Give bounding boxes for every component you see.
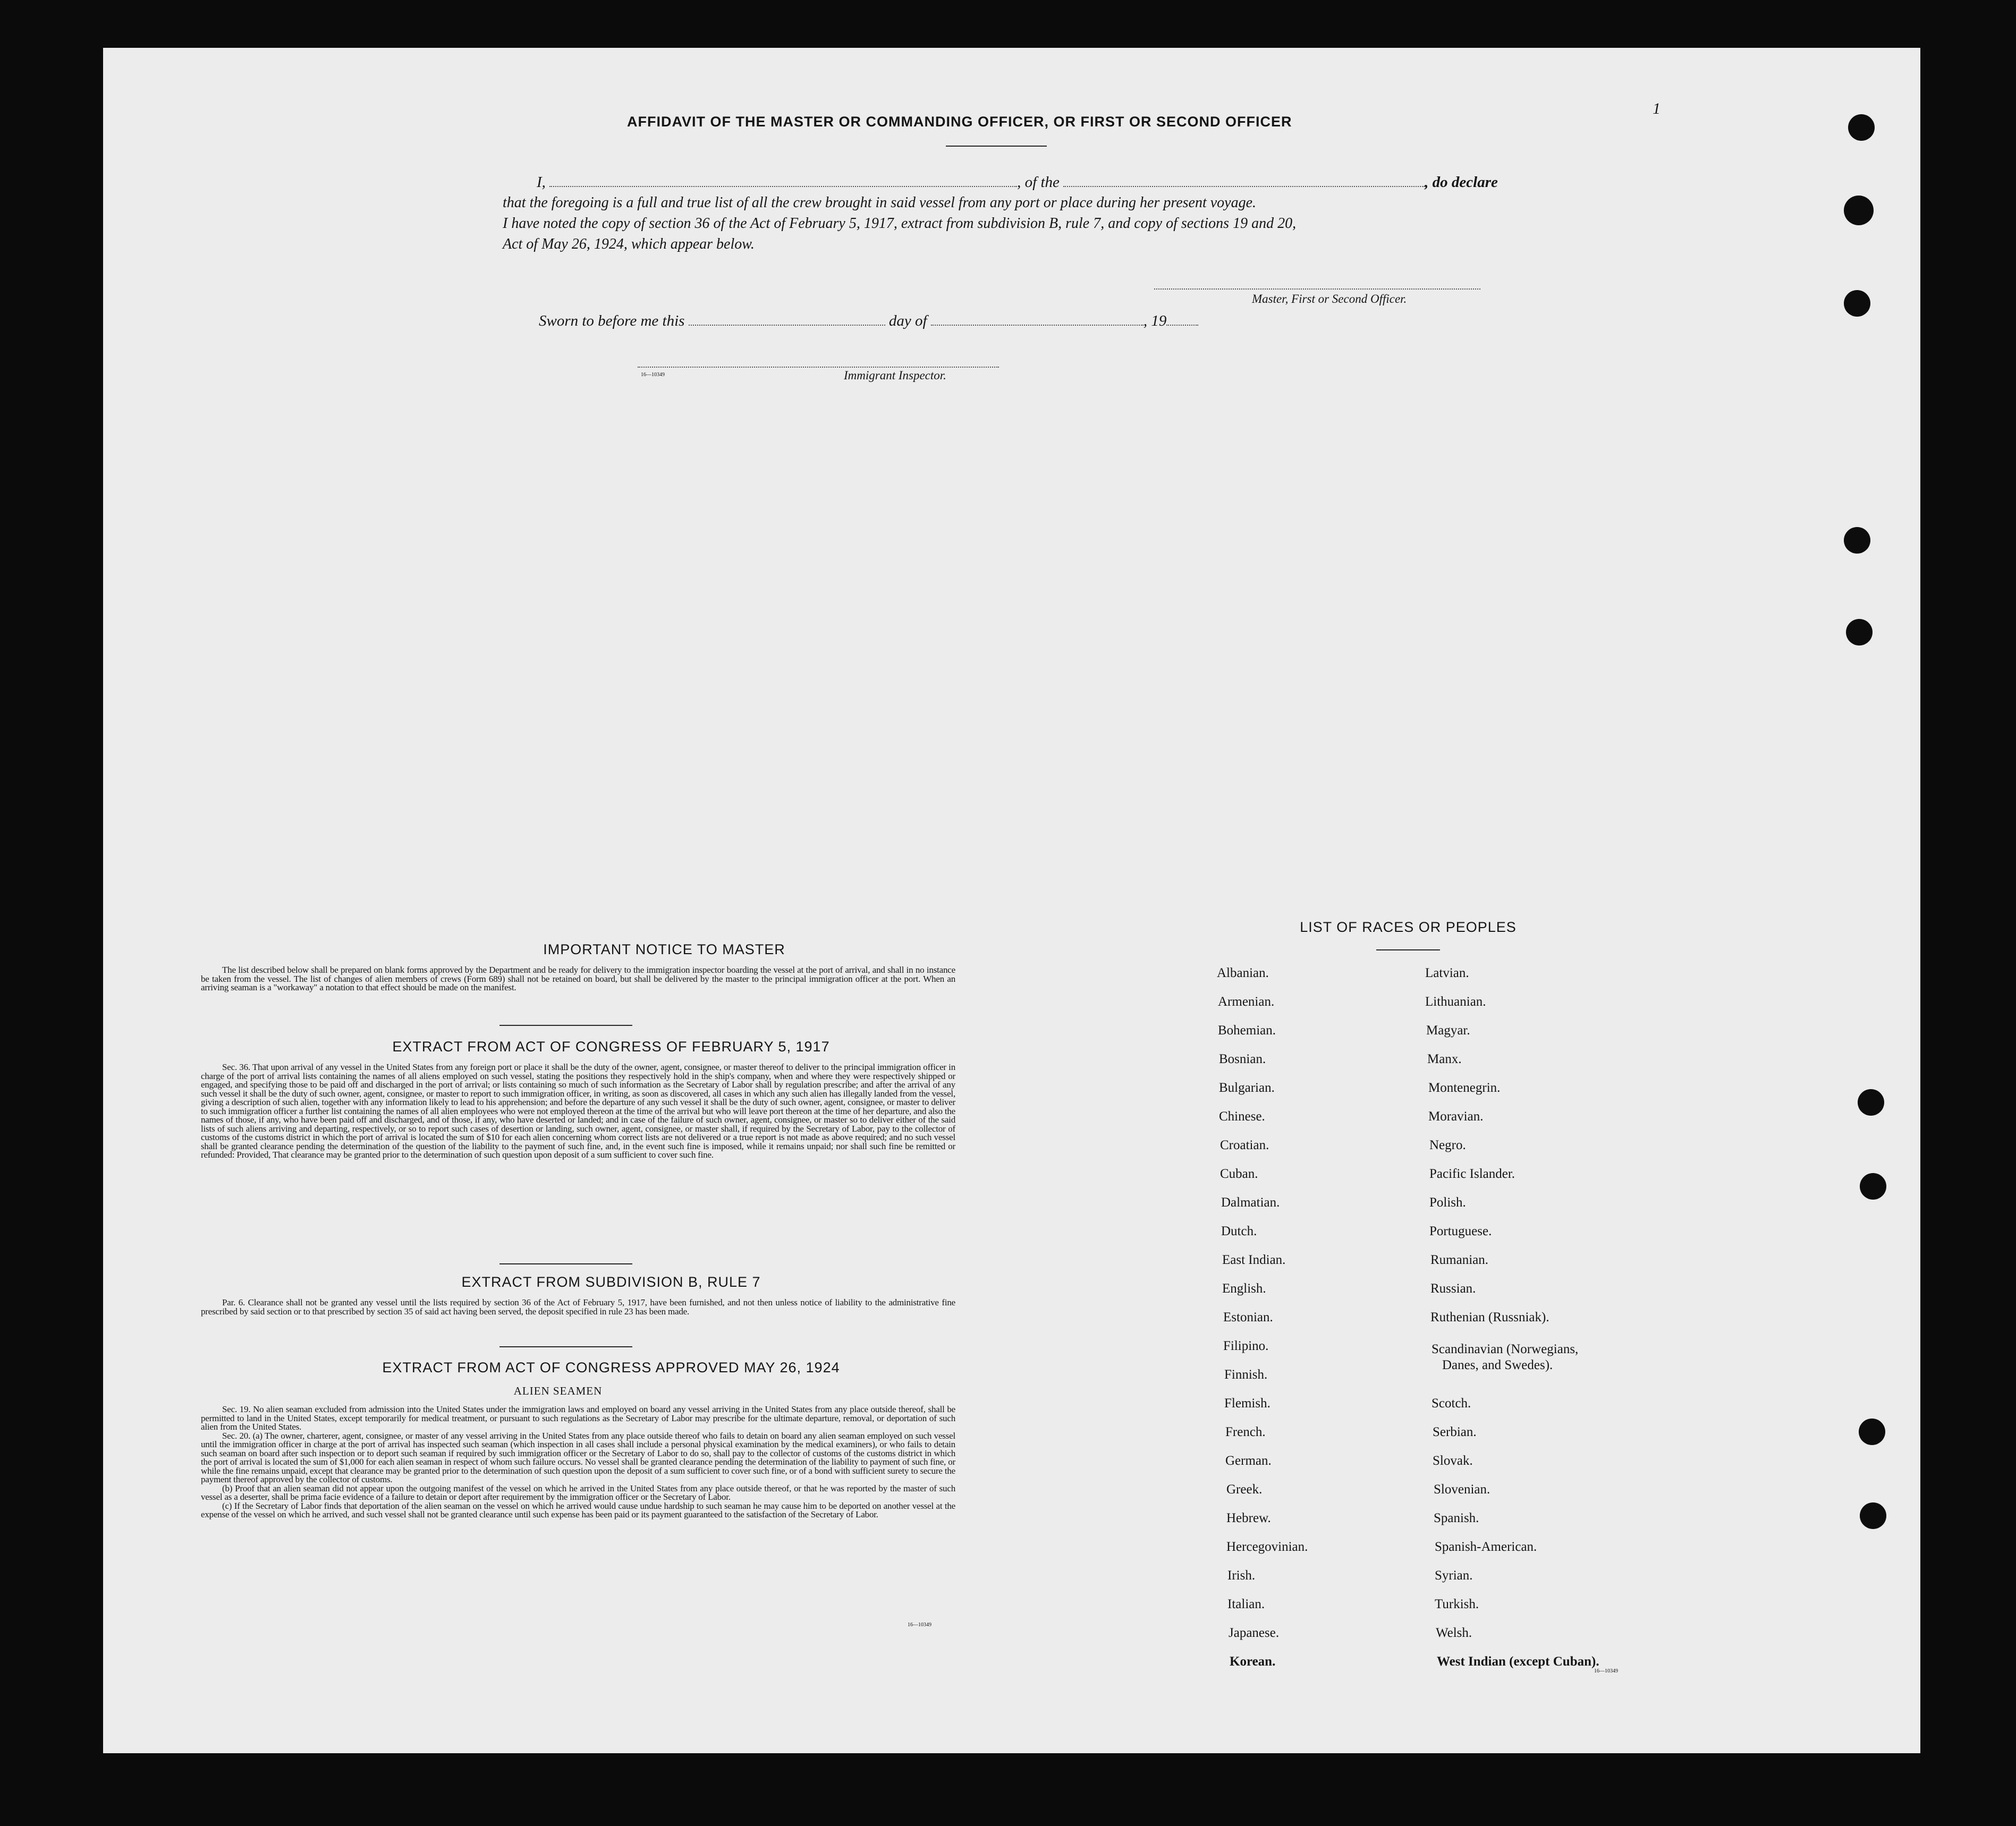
race-item: Polish.: [1429, 1195, 1466, 1210]
race-item: Russian.: [1430, 1281, 1476, 1296]
binder-hole: [1848, 114, 1875, 141]
declarant-name-field[interactable]: [549, 176, 1017, 187]
vessel-name-field[interactable]: [1063, 176, 1425, 187]
binder-hole: [1844, 527, 1870, 554]
race-item: Pacific Islander.: [1429, 1167, 1515, 1181]
corner-page-mark: 1: [1653, 100, 1661, 117]
extract-1917-title: EXTRACT FROM ACT OF CONGRESS OF FEBRUARY 5, 1917: [392, 1039, 830, 1055]
section-20a-paragraph: Sec. 20. (a) The owner, charterer, agent, consignee, or master of any vessel arriving in the United States from any place outside thereof who fails to detain on board any alien seaman employed on such vessel until the immigration officer in charge at the port of arrival has inspected such seaman (which inspection in all cases shall include a personal physical examination by the medical examiners), or who fails to detain such seaman on board after such inspection or to deport such seaman if required by such immigration officer or the Secretary of Labor to do so, shall pay to the collector of customs of the customs district in which the port of arrival is located the sum of $1,000 for each alien seaman in respect of whom such failure occurs. No vessel shall be granted clearance pending the determination of the liability to payment of such fine, or while the fine remains unpaid, except that clearance may be granted prior to the determination of such question upon the deposit of a sum sufficient to cover such fine, or of a bond with sufficient surety to secure the payment thereof approved by the collector of customs.: [201, 1430, 955, 1484]
day-of-label: day of: [888, 312, 927, 329]
race-item: Serbian.: [1433, 1425, 1477, 1439]
signature-label: Master, First or Second Officer.: [1252, 292, 1407, 305]
affidavit-line-2: that the foregoing is a full and true list of all the crew brought in said vessel from any port or place during her present voyage.: [503, 194, 1257, 211]
race-item: Magyar.: [1426, 1023, 1470, 1038]
race-item: Ruthenian (Russniak).: [1430, 1310, 1549, 1324]
race-item: Scandinavian (Norwegians,: [1431, 1342, 1579, 1356]
race-item: German.: [1225, 1454, 1272, 1468]
races-title: LIST OF RACES OR PEOPLES: [1300, 919, 1517, 935]
race-item: Rumanian.: [1430, 1253, 1489, 1267]
race-item: Greek.: [1226, 1482, 1263, 1497]
section-19-paragraph: Sec. 19. No alien seaman excluded from admission into the United States under the immigration laws and employed on board any vessel arriving in the United States from any place outside thereof, shall be permitted to land in the United States, except temporarily for medical treatment, or pursuant to such regulations as the Secretary of Labor may prescribe for the ultimate departure, removal, or deportation of such alien from the United States.: [201, 1404, 955, 1432]
race-item: Flemish.: [1224, 1396, 1270, 1411]
race-item: Welsh.: [1436, 1626, 1472, 1640]
extract-form-code: 16—10349: [908, 1622, 931, 1628]
section-36-paragraph: Sec. 36. That upon arrival of any vessel in the United States from any foreign port or place it shall be the duty of the owner, agent, consignee, or master thereof to deliver to the principal immigration officer in charge of the port of arrival lists containing the names of all aliens employed on such vessel, stating the positions they respectively hold in the ship's company, when and where they were respectively shipped or engaged, and specifying those to be paid off and discharged in the port of arrival; or lists containing so much of such information as the Secretary of Labor shall by regulation prescribe; and after the arrival of any such vessel it shall be the duty of such owner, agent, consignee, or master to report to such immigration officer, in writing, as soon as discovered, all cases in which any such alien has illegally landed from the vessel, giving a description of such alien, together with any information likely to lead to his apprehension; and before the departure of any such vessel it shall be the duty of such owner, agent, consignee, or master to deliver to such immigration officer a further list containing the names of all alien employees who were not employed thereon at the time of the arrival but who will leave port thereon at the time of her departure, and also the names of those, if any, who have been paid off and discharged, and of those, if any, who have deserted or landed; and in case of the failure of such owner, agent, consignee, or master so to deliver either of the said lists of such aliens arriving and departing, respectively, or so to report such cases of desertion or landing, such owner, agent, consignee, or master shall, if required by the Secretary of Labor, pay to the collector of customs of the customs district in which the port of arrival is located the sum of $10 for each alien concerning whom correct lists are not delivered or a true report is not made as above required; and no such vessel shall be granted clearance pending the determination of the question of the liability to the payment of such fine, and, in the event such fine is imposed, while it remains unpaid; nor shall such fine be remitted or refunded: Provided, That clearance may be granted prior to the determination of such question upon deposit of a sum sufficient to cover such fine.: [201, 1062, 955, 1160]
race-item: Bulgarian.: [1219, 1081, 1275, 1095]
sworn-day-field[interactable]: [689, 315, 885, 326]
race-item: East Indian.: [1222, 1253, 1286, 1267]
race-item: Manx.: [1427, 1052, 1462, 1066]
inspector-label: Immigrant Inspector.: [844, 369, 946, 382]
binder-hole: [1844, 196, 1874, 225]
binder-hole: [1846, 619, 1873, 646]
notice-body: [201, 966, 955, 992]
race-item: Bosnian.: [1219, 1052, 1266, 1066]
race-item: Albanian.: [1217, 966, 1269, 980]
affidavit-line-1: [537, 174, 1498, 191]
race-item: Latvian.: [1425, 966, 1469, 980]
sworn-year-field[interactable]: [1166, 315, 1198, 326]
race-item: Slovak.: [1433, 1454, 1473, 1468]
binder-hole: [1860, 1173, 1886, 1200]
race-item: Spanish.: [1434, 1511, 1479, 1525]
race-item: Turkish.: [1435, 1597, 1479, 1611]
race-item: Slovenian.: [1434, 1482, 1490, 1497]
race-item: English.: [1222, 1281, 1266, 1296]
affidavit-form-code: 16—10349: [641, 372, 665, 378]
race-item: Hebrew.: [1226, 1511, 1271, 1525]
race-item: Filipino.: [1223, 1339, 1269, 1353]
race-item: Syrian.: [1435, 1568, 1473, 1583]
race-item: Cuban.: [1220, 1167, 1258, 1181]
extract-1917-body: [201, 1063, 955, 1160]
race-item: Croatian.: [1220, 1138, 1269, 1152]
inspector-signature-field[interactable]: [638, 357, 999, 368]
race-item: Dalmatian.: [1221, 1195, 1280, 1210]
race-item: French.: [1225, 1425, 1266, 1439]
race-item: Hercegovinian.: [1226, 1540, 1308, 1554]
race-item: Lithuanian.: [1425, 995, 1486, 1009]
vessel-label: , of the: [1017, 174, 1060, 191]
race-item: Armenian.: [1218, 995, 1275, 1009]
section-divider: [499, 1263, 632, 1264]
sworn-line: [539, 312, 1198, 330]
year-label: , 19: [1143, 312, 1167, 329]
rule7-paragraph: Par. 6. Clearance shall not be granted any vessel until the lists required by section 36 of the Act of February 5, 1917, have been furnished, and not then unless notice of liability to the administrative fine prescribed by said section or to that prescribed by section 35 of said act having been served, the deposit specified in rule 23 has been made.: [201, 1297, 955, 1317]
notice-title: IMPORTANT NOTICE TO MASTER: [543, 941, 785, 957]
declare-label: , do declare: [1425, 174, 1498, 191]
binder-hole: [1844, 290, 1870, 317]
extract-1924-title: EXTRACT FROM ACT OF CONGRESS APPROVED MAY 26, 1924: [382, 1360, 840, 1375]
binder-hole: [1859, 1419, 1885, 1445]
race-item: Scotch.: [1431, 1396, 1471, 1411]
extract-rule7-body: [201, 1298, 955, 1316]
races-form-code: 16—10349: [1594, 1668, 1618, 1674]
alien-seamen-subtitle: ALIEN SEAMEN: [513, 1385, 603, 1397]
race-item: Korean.: [1230, 1654, 1276, 1669]
binder-hole: [1858, 1089, 1884, 1116]
race-item: West Indian (except Cuban).: [1437, 1654, 1599, 1669]
signature-field[interactable]: [1154, 279, 1480, 290]
race-item: Bohemian.: [1218, 1023, 1276, 1038]
section-20b-paragraph: (b) Proof that an alien seaman did not appear upon the outgoing manifest of the vessel on which he arrived in the United States from any place outside thereof, or that he was reported by the master of such vessel as a deserter, shall be prima facie evidence of a failure to detain or deport after requirement by the immigration officer or the Secretary of Labor.: [201, 1483, 955, 1502]
race-item: Portuguese.: [1429, 1224, 1492, 1238]
race-item: Danes, and Swedes).: [1442, 1358, 1553, 1372]
race-item: Chinese.: [1219, 1109, 1265, 1124]
section-divider: [499, 1346, 632, 1347]
race-item: Montenegrin.: [1428, 1081, 1501, 1095]
title-divider: [946, 146, 1047, 147]
section-20c-paragraph: (c) If the Secretary of Labor finds that deportation of the alien seaman on the vessel on which he arrived would cause undue hardship to such seaman he may cause him to be deported on another vessel at the expense of the vessel on which he arrived, and such vessel shall not be granted clearance until such expense has been paid or its payment guaranteed to the satisfaction of the Secretary of Labor.: [201, 1500, 955, 1519]
race-item: Spanish-American.: [1435, 1540, 1537, 1554]
affidavit-line-3: I have noted the copy of section 36 of the Act of February 5, 1917, extract from subdivision B, rule 7, and copy of sections 19 and 20,: [503, 215, 1297, 232]
extract-rule7-title: EXTRACT FROM SUBDIVISION B, RULE 7: [461, 1274, 761, 1290]
affidavit-line-4: Act of May 26, 1924, which appear below.: [503, 236, 755, 252]
sworn-label: Sworn to before me this: [539, 312, 685, 329]
race-item: Finnish.: [1224, 1368, 1268, 1382]
race-item: Japanese.: [1229, 1626, 1280, 1640]
race-item: Estonian.: [1223, 1310, 1273, 1324]
section-divider: [499, 1025, 632, 1026]
race-item: Moravian.: [1428, 1109, 1484, 1124]
races-title-divider: [1376, 949, 1440, 950]
binder-hole: [1860, 1502, 1886, 1529]
affidavit-title: AFFIDAVIT OF THE MASTER OR COMMANDING OFFICER, OR FIRST OR SECOND OFFICER: [627, 114, 1292, 130]
extract-1924-body: [201, 1405, 955, 1519]
race-item: Italian.: [1227, 1597, 1265, 1611]
race-item: Dutch.: [1221, 1224, 1257, 1238]
race-item: Negro.: [1429, 1138, 1466, 1152]
race-item: Irish.: [1227, 1568, 1256, 1583]
notice-paragraph: The list described below shall be prepared on blank forms approved by the Department and be ready for delivery to the immigration inspector boarding the vessel at the port of arrival, and shall in no instance be taken from the vessel. The list of changes of alien members of crews (Form 689) shall not be retained on board, but shall be delivered by the master to the principal immigration officer at the port. When an arriving seaman is a "workaway" a notation to that effect should be made on the manifest.: [201, 965, 955, 992]
declarant-label: I,: [537, 174, 546, 191]
sworn-month-field[interactable]: [931, 315, 1143, 326]
